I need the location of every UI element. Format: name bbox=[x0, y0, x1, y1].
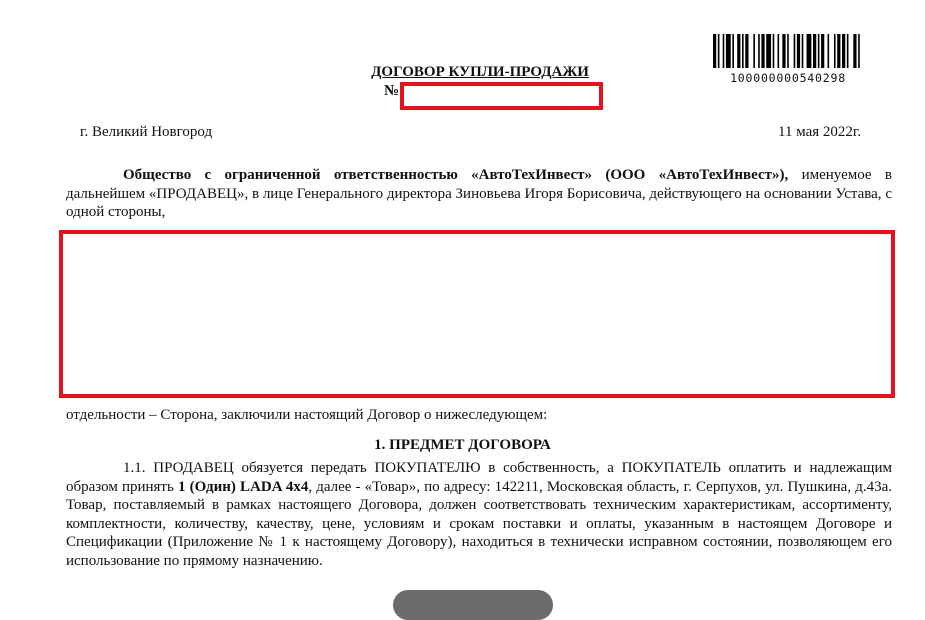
section-heading: 1. ПРЕДМЕТ ДОГОВОРА bbox=[374, 437, 551, 453]
document-number-label: № bbox=[384, 83, 400, 99]
closing-paragraph: отдельности – Сторона, заключили настоящий Договор о нижеследующем: bbox=[66, 407, 548, 423]
barcode-bars bbox=[713, 34, 863, 68]
redacted-buyer-block bbox=[59, 230, 895, 398]
clause-1-1-end: , далее - «Товар», по адресу: 142211, Московская область, г. Серпухов, ул. Пушкина, д.43а. Товар, поставляемый в рамках настоящего Договора, должен соответствовать техническим характеристикам, ассортименту, комплектности, количеству, качеству, цене, условиям и срокам поставки и оплаты, указанным в настоящем Договоре и Спецификации (Приложение № 1 к настоящему Договору), находиться в технически исправном состоянии, позволяющем его использование по прямому назначению. bbox=[66, 478, 892, 569]
contract-date: 11 мая 2022г. bbox=[778, 124, 862, 140]
clause-1-1 bbox=[66, 459, 892, 570]
scroll-indicator[interactable] bbox=[393, 590, 553, 620]
contract-city: г. Великий Новгород bbox=[80, 124, 213, 140]
clause-1-1-start: 1.1. ПРОДАВЕЦ обязуется передать ПОКУПАТЕЛЮ в собственность, а ПОКУПАТЕЛЬ оплатить и надлежащим образом принять bbox=[66, 460, 892, 495]
barcode-number: 100000000540298 bbox=[730, 71, 846, 85]
redacted-number-box bbox=[400, 82, 603, 110]
barcode bbox=[713, 34, 863, 86]
document-title: ДОГОВОР КУПЛИ-ПРОДАЖИ bbox=[371, 64, 589, 80]
seller-details: именуемое в дальнейшем «ПРОДАВЕЦ», в лице Генерального директора Зиновьева Игоря Борисовича, действующего на основании Устава, с одной стороны, bbox=[66, 167, 892, 220]
clause-1-1-goods: 1 (Один) LADA 4x4 bbox=[177, 478, 309, 495]
seller-paragraph bbox=[66, 166, 892, 222]
seller-org-name: Общество с ограниченной ответственностью «АвтоТехИнвест» (ООО «АвтоТехИнвест»), bbox=[123, 167, 789, 183]
